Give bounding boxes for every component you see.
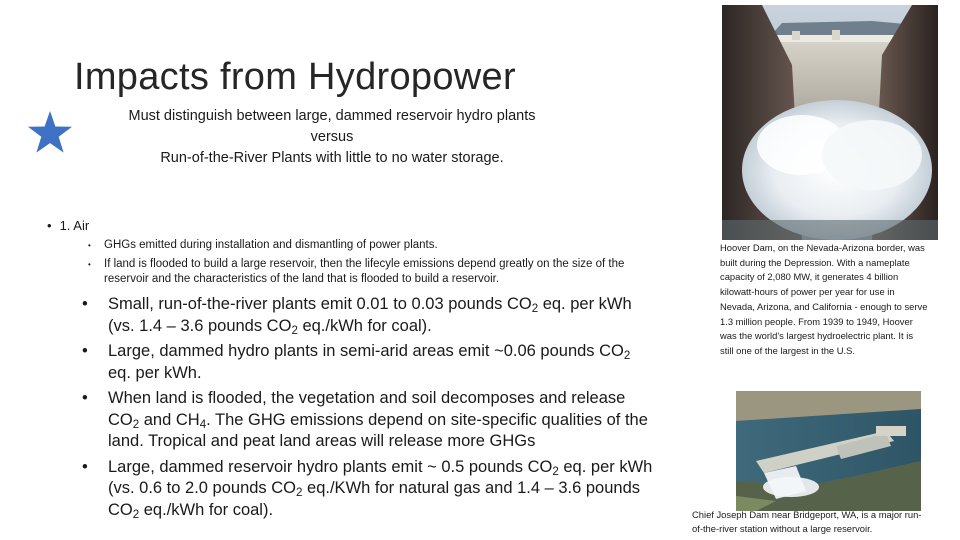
bullet-text: eq./kWh for coal). <box>139 500 274 519</box>
list-item <box>82 294 657 337</box>
subtitle <box>92 106 572 169</box>
list-item <box>82 388 657 453</box>
bullet-text: . The GHG emissions depend on site-specific qualities of the land. Tropical and peat land areas will release more GHGs <box>108 410 648 450</box>
bullet-text: 1. Air <box>59 218 90 233</box>
bullet-text: When land is flooded, the vegetation and soil decomposes and release CO <box>108 389 626 429</box>
bullet-dot: • <box>88 241 91 250</box>
star-icon <box>27 110 73 154</box>
bullet-dot: • <box>82 342 88 360</box>
caption-line: Chief Joseph Dam near Bridgeport, WA, is a major run- <box>692 509 922 520</box>
bullet-text: GHGs emitted during installation and dismantling of power plants. <box>104 239 438 251</box>
subscript: 2 <box>291 324 298 337</box>
chief-joseph-dam-caption <box>692 508 960 536</box>
subscript: 2 <box>132 508 140 521</box>
subtitle-line: Run-of-the-River Plants with little to no water storage. <box>160 150 504 166</box>
bullet-text: eq. per kWh (vs. 1.4 – 3.6 pounds CO <box>108 295 632 335</box>
bullet-text: eq./KWh for natural gas and 1.4 – 3.6 pounds CO <box>108 479 641 519</box>
hoover-dam-caption <box>720 241 960 359</box>
bullet-dot: • <box>47 218 52 233</box>
subtitle-line: versus <box>310 129 354 145</box>
subtitle-line: Must distinguish between large, dammed reservoir hydro plants <box>128 108 536 124</box>
caption-line: was the world's largest hydroelectric plant. It is <box>720 330 914 342</box>
bullet-text: Small, run-of-the-river plants emit 0.01 to 0.03 pounds CO <box>108 295 532 313</box>
caption-line: Nevada, Arizona, and California - enough to serve <box>720 300 928 312</box>
list-item <box>88 257 648 287</box>
hoover-dam-photo <box>722 5 938 240</box>
bullet-list-level2 <box>88 238 648 291</box>
slide-title: Impacts from Hydropower <box>74 56 516 98</box>
subscript: 2 <box>552 465 559 478</box>
list-item <box>82 457 657 522</box>
chief-joseph-dam-photo <box>736 391 921 511</box>
bullet-dot: • <box>88 260 91 269</box>
caption-line: built during the Depression. With a nameplate <box>720 256 910 268</box>
bullet-dot: • <box>82 389 88 407</box>
bullet-text: eq./kWh for coal). <box>297 316 432 335</box>
caption-line: still one of the largest in the U.S. <box>720 344 855 356</box>
bullet-text: Large, dammed hydro plants in semi-arid areas emit ~0.06 pounds CO <box>108 342 624 360</box>
subscript: 4 <box>199 418 207 431</box>
bullet-dot: • <box>82 457 88 476</box>
subscript: 2 <box>623 350 631 362</box>
caption-line: kilowatt-hours of power per year for use in <box>720 286 895 298</box>
caption-line: Hoover Dam, on the Nevada-Arizona border, was <box>720 242 925 253</box>
bullet-text: eq. per kWh (vs. 0.6 to 2.0 pounds CO <box>108 457 653 497</box>
list-item <box>88 238 648 253</box>
caption-line: of-the-river station without a large reservoir. <box>692 523 873 534</box>
bullet-text: Large, dammed reservoir hydro plants emit ~ 0.5 pounds CO <box>108 457 553 476</box>
bullet-list-level3 <box>82 294 657 525</box>
subscript: 2 <box>296 487 303 499</box>
bullet-text: eq. per kWh. <box>108 363 202 382</box>
caption-line: 1.3 million people. From 1939 to 1949, Hoover <box>720 315 913 327</box>
bullet-text: and CH <box>139 410 200 429</box>
caption-line: capacity of 2,080 MW, it generates 4 billion <box>720 271 899 283</box>
bullet-level1 <box>47 218 89 233</box>
bullet-dot: • <box>82 295 88 313</box>
subscript: 2 <box>531 303 539 315</box>
subscript: 2 <box>132 418 140 431</box>
bullet-text: If land is flooded to build a large reservoir, then the lifecyle emissions depend greatly on the size of the reservoir and the characteristics of the land that is flooded to build a reservoir. <box>104 258 625 285</box>
list-item <box>82 341 657 384</box>
